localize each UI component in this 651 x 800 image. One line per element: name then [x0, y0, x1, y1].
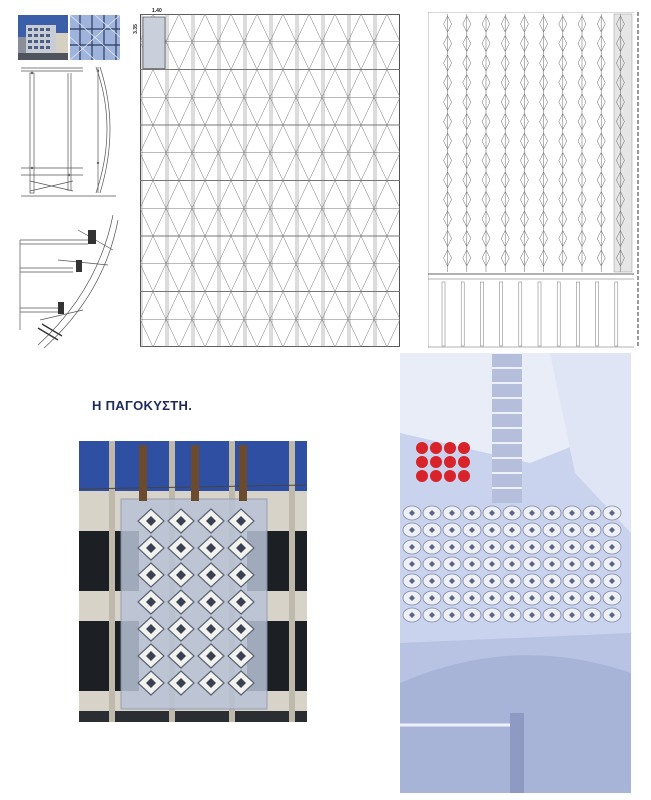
ice-pillow-prototype-photo — [79, 441, 307, 722]
plan-detail-drawing — [18, 210, 120, 350]
installation-interior-photo — [400, 353, 631, 793]
page-caption: Η ΠΑΓΟΚΥΣΤΗ. — [92, 398, 193, 413]
building-photo-thumbnail — [18, 15, 68, 60]
dimension-width-label: 1.40 — [152, 8, 162, 14]
facade-detail-photo-thumbnail — [70, 15, 120, 60]
dimension-height-label: 3.35 — [132, 24, 139, 34]
cushion-elevation-drawing — [428, 12, 640, 348]
section-detail-drawing — [18, 63, 120, 203]
facade-elevation-drawing — [140, 14, 400, 347]
